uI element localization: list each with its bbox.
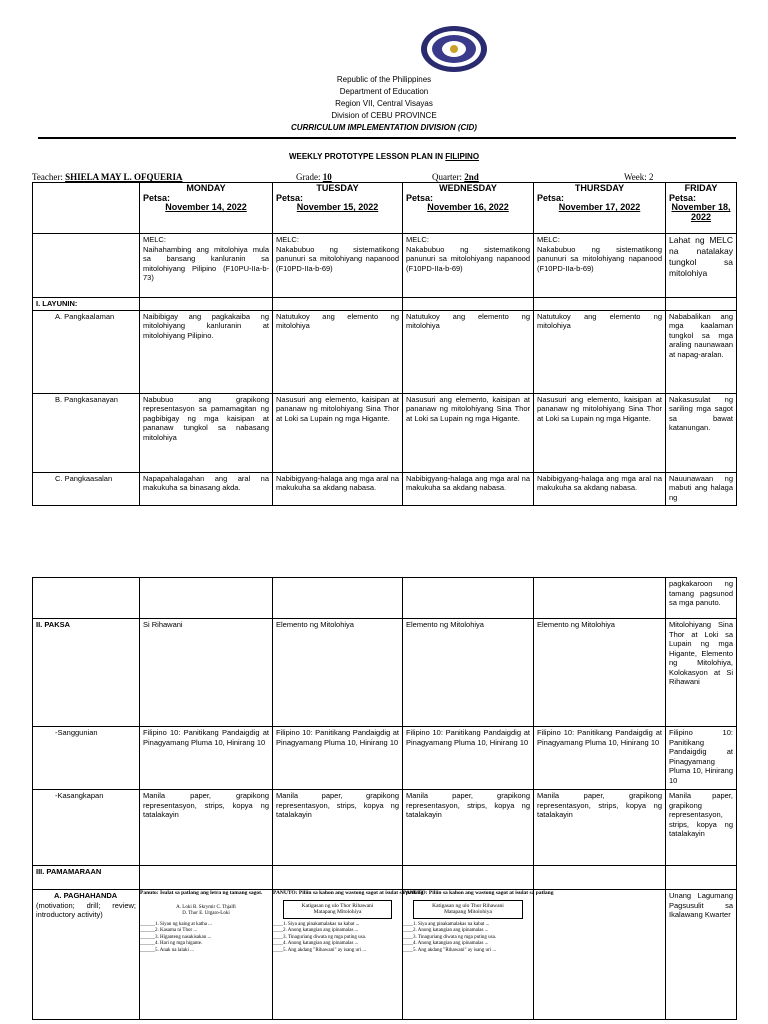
pangkasanayan-tuesday: Nasusuri ang elemento, kaisipan at pananaw ng mitolohiyang Sina Thor at Loki sa Lupain ng mga Higante. [273,393,403,472]
kasangkapan-label: -Kasangkapan [33,790,140,866]
deped-seal-logo [419,24,489,74]
sanggunian-monday: Filipino 10: Panitikang Pandaigdig at Pinagyamang Pluma 10, Hinirang 10 [140,727,273,790]
pangkaalaman-thursday: Natutukoy ang elemento ng mitolohiya [534,310,666,393]
document-title: WEEKLY PROTOTYPE LESSON PLAN IN FILIPINO [288,152,480,161]
pangkaasalan-friday-cont: pagkakaroon ng tamang pagsunod sa mga panuto. [666,578,737,619]
melc-tuesday: MELC: Nakabubuo ng sistematikong panunuri sa mitolohiyang napanood (F10PD-IIa-b-69) [273,234,403,298]
lesson-plan-table-page2 [32,577,737,1020]
layunin-row [33,298,737,311]
header-line-3: Region VII, Central Visayas [335,99,433,108]
header-divider [38,137,736,139]
paghahanda-thursday [534,890,666,1020]
sanggunian-thursday: Filipino 10: Panitikang Pandaigdig at Pinagyamang Pluma 10, Hinirang 10 [534,727,666,790]
kasangkapan-thursday: Manila paper, grapikong representasyon, strips, kopya ng tatalakayin [534,790,666,866]
pangkaasalan-thursday: Nabibigyang-halaga ang mga aral na makukuha sa akdang nabasa. [534,472,666,505]
answer-choices-box: Katigasan ng ulo Thor Rihawani Matapang Mitolohiya [283,900,392,919]
paghahanda-label: A. PAGHAHANDA (motivation; drill; review; introductory activity) [33,890,140,1020]
kasangkapan-monday: Manila paper, grapikong representasyon, strips, kopya ng tatalakayin [140,790,273,866]
pangkaalaman-friday: Nababalikan ang mga kaalaman tungkol sa mga araling naunawaan at napag-aralan. [666,310,737,393]
pamamaraan-heading: III. PAMAMARAAN [33,866,140,890]
header-line-1: Republic of the Philippines [336,75,432,84]
worksheet-monday: Panuto: Isulat sa patlang ang letra ng tamang sagot. A. Loki B. Skrymir C. Thjalfi D. Thor E. Utgaro-Loki ______1. Siyan ng kaing at katha ... ______2. Kasama ni Thor ... ______3. Higanteng nasakisakan ... ______4. Hari ng mga higante. ______5. Anak na lalaki ... [140,890,273,1020]
worksheet-instructions: Panuto: Isulat sa patlang ang letra ng tamang sagot. [140,890,263,896]
pangkaasalan-monday: Napapahalagahan ang aral na makukuha sa binasang akda. [140,472,273,505]
day-header-thursday: THURSDAY Petsa: November 17, 2022 [534,183,666,234]
paksa-thursday: Elemento ng Mitolohiya [534,619,666,727]
corner-cell [33,183,140,234]
melc-row [33,234,737,298]
paksa-wednesday: Elemento ng Mitolohiya [403,619,534,727]
pangkasanayan-friday: Nakasusulat ng sariling mga sagot sa bawat katanungan. [666,393,737,472]
pangkaasalan-row [33,472,737,505]
paksa-tuesday: Elemento ng Mitolohiya [273,619,403,727]
kasangkapan-wednesday: Manila paper, grapikong representasyon, strips, kopya ng tatalakayin [403,790,534,866]
sanggunian-row [33,727,737,790]
pangkaasalan-wednesday: Nabibigyang-halaga ang mga aral na makukuha sa akdang nabasa. [403,472,534,505]
sanggunian-wednesday: Filipino 10: Panitikang Pandaigdig at Pinagyamang Pluma 10, Hinirang 10 [403,727,534,790]
header-line-2: Department of Education [339,87,429,96]
sanggunian-tuesday: Filipino 10: Panitikang Pandaigdig at Pinagyamang Pluma 10, Hinirang 10 [273,727,403,790]
worksheet-wednesday: PANUTO: Piliin sa kahon ang wastong sagot at isulat sa patlang Katigasan ng ulo Thor Rihawani Matapang Mitolohiya ____1. Siya ang pinakamalakas na kabat ... ____2. Anong katangian ang ipinamalas ... ____3. Tinaguriang diwata ng mga puting usa. ____4. Anong katangian ang ipinamalas ... ____5. Ang akdang "Rihawani" ay isang uri ... [403,890,534,1020]
continuation-row [33,578,737,619]
grade-field: Grade: 10 [296,172,332,182]
pangkasanayan-wednesday: Nasusuri ang elemento, kaisipan at pananaw ng mitolohiyang Sina Thor at Loki sa Lupain ng mga Higante. [403,393,534,472]
pangkaasalan-friday: Nauunawaan ng mabuti ang halaga ng [666,472,737,505]
melc-thursday: MELC: Nakabubuo ng sistematikong panunuri sa mitolohiyang napanood (F10PD-IIa-b-69) [534,234,666,298]
paksa-heading: II. PAKSA [33,619,140,727]
cid-heading: CURRICULUM IMPLEMENTATION DIVISION (CID) [291,123,477,132]
day-header-friday: FRIDAY Petsa: November 18, 2022 [666,183,737,234]
melc-monday: MELC: Naihahambing ang mitolohiya mula sa bansang kanluranin sa mitolohiyang Pilipino (F10PU-IIa-b-73) [140,234,273,298]
layunin-heading: I. LAYUNIN: [33,298,140,311]
lesson-plan-table-page1 [32,182,737,506]
day-header-tuesday: TUESDAY Petsa: November 15, 2022 [273,183,403,234]
pangkaalaman-label: A. Pangkaalaman [33,310,140,393]
sanggunian-friday: Filipino 10: Panitikang Pandaigdig at Pinagyamang Pluma 10, Hinirang 10 [666,727,737,790]
kasangkapan-row [33,790,737,866]
paghahanda-row [33,890,737,1020]
melc-friday: Lahat ng MELC na natalakay tungkol sa mitolohiya [666,234,737,298]
header-line-4: Division of CEBU PROVINCE [331,111,437,120]
pangkasanayan-row [33,393,737,472]
pangkaasalan-tuesday: Nabibigyang-halaga ang mga aral na makukuha sa akdang nabasa. [273,472,403,505]
quarter-field: Quarter: 2nd [432,172,479,182]
melc-wednesday: MELC: Nakabubuo ng sistematikong panunuri sa mitolohiyang napanood (F10PD-IIa-b-69) [403,234,534,298]
pangkasanayan-monday: Nabubuo ang grapikong representasyon sa pamamagitan ng pagbibigay ng mga kaisipan at pananaw tungkol sa nabasang mitolohiya [140,393,273,472]
pangkaalaman-monday: Naibibigay ang pagkakaiba ng mitolohiyang kanluranin at mitolohiyang Pilipino. [140,310,273,393]
pangkasanayan-thursday: Nasusuri ang elemento, kaisipan at pananaw ng mitolohiyang Sina Thor at Loki sa Lupain ng mga Higante. [534,393,666,472]
pamamaraan-row [33,866,737,890]
days-header-row [33,183,737,234]
day-header-monday: MONDAY Petsa: November 14, 2022 [140,183,273,234]
paksa-monday: Si Rihawani [140,619,273,727]
teacher-field: Teacher: SHIELA MAY L. OFQUERIA [32,172,183,182]
worksheet-tuesday: PANUTO: Piliin sa kahon ang wastong sagot at isulat sa patlang Katigasan ng ulo Thor Rihawani Matapang Mitolohiya ____1. Siya ang pinakamalakas na kabat ... ____2. Anong katangian ang ipinamalas ... ____3. Tinaguriang diwata ng mga puting usa. ____4. Anong katangian ang ipinamalas ... ____5. Ang akdang "Rihawani" ay isang uri ... [273,890,403,1020]
paksa-friday: Mitolohiyang Sina Thor at Loki sa Lupain ng mga Higante, Elemento ng Mitolohiya, Kolokasyon at Si Rihawani [666,619,737,727]
pangkaalaman-row [33,310,737,393]
pangkaalaman-tuesday: Natutukoy ang elemento ng mitolohiya [273,310,403,393]
paksa-row [33,619,737,727]
pangkasanayan-label: B. Pangkasanayan [33,393,140,472]
paghahanda-friday: Unang Lagumang Pagsusulit sa Ikalawang Kwarter [666,890,737,1020]
day-header-wednesday: WEDNESDAY Petsa: November 16, 2022 [403,183,534,234]
week-field: Week: 2 [624,172,654,182]
kasangkapan-friday: Manila paper, grapikong representasyon, strips, kopya ng tatalakayin [666,790,737,866]
pangkaalaman-wednesday: Natutukoy ang elemento ng mitolohiya [403,310,534,393]
sanggunian-label: -Sanggunian [33,727,140,790]
pangkaasalan-label: C. Pangkaasalan [33,472,140,505]
kasangkapan-tuesday: Manila paper, grapikong representasyon, strips, kopya ng tatalakayin [273,790,403,866]
